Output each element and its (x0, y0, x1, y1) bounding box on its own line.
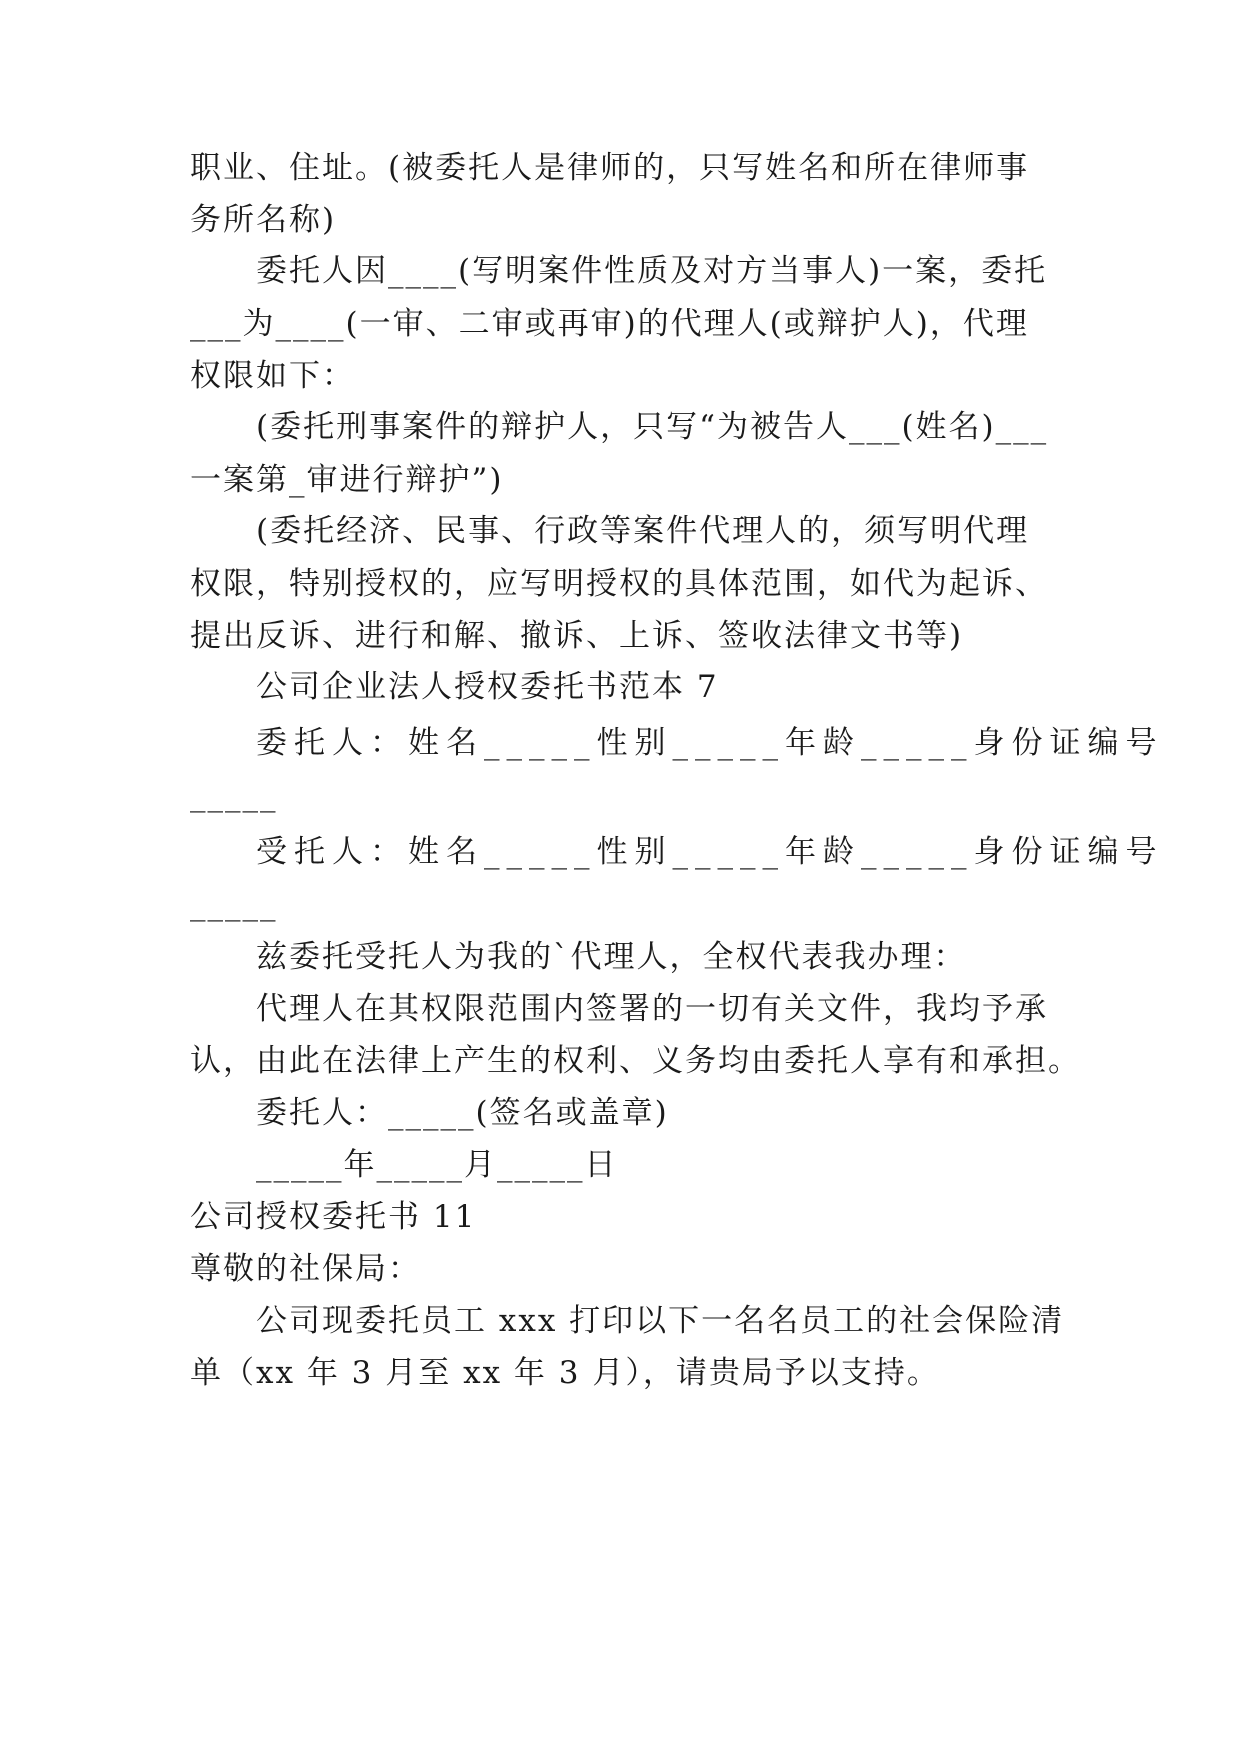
text-line: 委托人：_____(签名或盖章) (256, 1095, 669, 1131)
salutation: 尊敬的社保局： (190, 1251, 421, 1287)
text-line: 一案第_审进行辩护”) (190, 462, 504, 498)
text-line: 受托人：姓名_____性别_____年龄_____身份证编号 (256, 834, 1164, 870)
text-line: 权限如下： (190, 358, 355, 394)
text-line: (委托刑事案件的辩护人，只写“为被告人___(姓名)___ (256, 409, 1049, 445)
text-line: 委托人因____(写明案件性质及对方当事人)一案，委托 (256, 253, 1048, 289)
text-line: 职业、住址。(被委托人是律师的，只写姓名和所在律师事 (190, 150, 1030, 186)
text-line: _____ (190, 777, 278, 813)
text-line: 认，由此在法律上产生的权利、义务均由委托人享有和承担。 (190, 1043, 1081, 1079)
text-line: 提出反诉、进行和解、撤诉、上诉、签收法律文书等) (190, 618, 964, 654)
text-line: 务所名称) (190, 202, 337, 238)
text-line: ___为____(一审、二审或再审)的代理人(或辩护人)，代理 (190, 306, 1029, 342)
text-line: 权限，特别授权的，应写明授权的具体范围，如代为起诉、 (190, 566, 1048, 602)
text-line: 委托人：姓名_____性别_____年龄_____身份证编号 (256, 725, 1164, 761)
text-line: 单（xx 年 3 月至 xx 年 3 月），请贵局予以支持。 (190, 1355, 940, 1391)
text-line: (委托经济、民事、行政等案件代理人的，须写明代理 (256, 513, 1030, 549)
text-line: _____ (190, 886, 278, 922)
text-line: 兹委托受托人为我的`代理人，全权代表我办理： (256, 939, 967, 975)
text-line: 公司现委托员工 xxx 打印以下一名名员工的社会保险清 (256, 1303, 1065, 1339)
section-title: 公司授权委托书 11 (190, 1199, 477, 1235)
date-line: _____年_____月_____日 (256, 1147, 618, 1183)
section-title: 公司企业法人授权委托书范本 7 (256, 669, 719, 705)
text-line: 代理人在其权限范围内签署的一切有关文件，我均予承 (256, 991, 1048, 1027)
